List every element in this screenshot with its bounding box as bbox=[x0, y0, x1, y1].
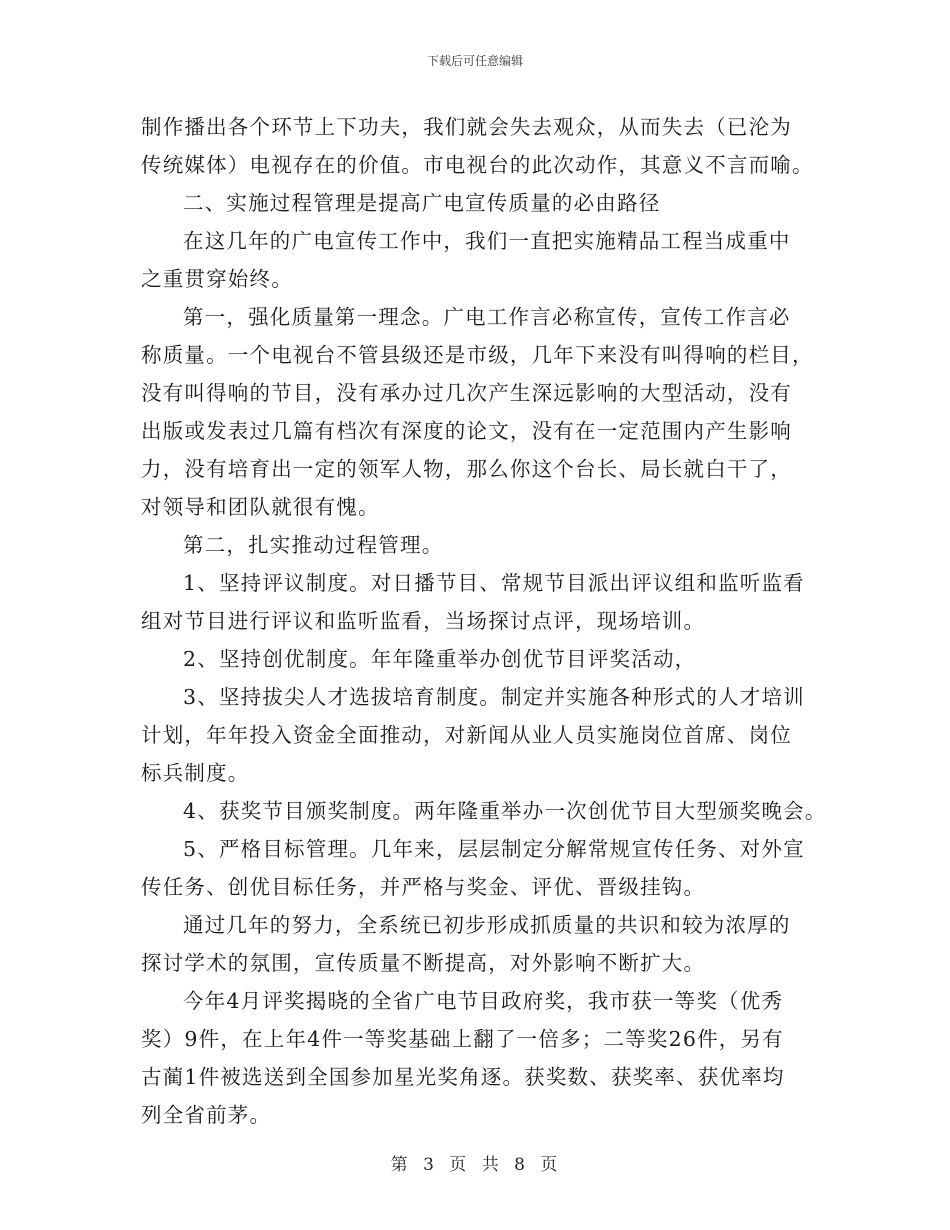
text-line: 对领导和团队就很有愧。 bbox=[141, 495, 380, 519]
text-line: 二、实施过程管理是提高广电宣传质量的必由路径 bbox=[183, 191, 661, 215]
text-line: 之重贯穿始终。 bbox=[141, 267, 293, 291]
text-line: 传任务、创优目标任务，并严格与奖金、评优、晋级挂钩。 bbox=[141, 875, 706, 899]
text-line: 通过几年的努力，全系统已初步形成抓质量的共识和较为浓厚的 bbox=[183, 913, 791, 937]
footer-prefix: 第 bbox=[390, 1155, 410, 1175]
text-line: 3、坚持拔尖人才选拔培育制度。制定并实施各种形式的人才培训 bbox=[183, 685, 805, 709]
text-line: 计划，年年投入资金全面推动，对新闻从业人员实施岗位首席、岗位 bbox=[141, 723, 792, 747]
text-line: 力，没有培育出一定的领军人物，那么你这个台长、局长就白干了， bbox=[141, 457, 792, 481]
text-line: 5、严格目标管理。几年来，层层制定分解常规宣传任务、对外宣 bbox=[183, 837, 805, 861]
page-footer bbox=[0, 1150, 950, 1175]
footer-page-word: 页 bbox=[449, 1155, 469, 1175]
text-line: 古蔺1件被选送到全国参加星光奖角逐。获奖数、获奖率、获优率均 bbox=[141, 1065, 785, 1089]
text-line: 1、坚持评议制度。对日播节目、常规节目派出评议组和监听监看 bbox=[183, 571, 805, 595]
total-page-number: 8 bbox=[514, 1155, 527, 1175]
text-line: 出版或发表过几篇有档次有深度的论文，没有在一定范围内产生影响 bbox=[141, 419, 792, 443]
text-line: 今年4月评奖揭晓的全省广电节目政府奖，我市获一等奖（优秀 bbox=[183, 989, 784, 1013]
document-body bbox=[141, 108, 831, 1134]
text-line: 2、坚持创优制度。年年隆重举办创优节目评奖活动， bbox=[183, 647, 697, 671]
text-line: 在这几年的广电宣传工作中，我们一直把实施精品工程当成重中 bbox=[183, 229, 791, 253]
footer-total-word: 共 bbox=[481, 1155, 501, 1175]
header-note: 下载后可任意编辑 bbox=[426, 54, 523, 68]
current-page-number: 3 bbox=[423, 1155, 436, 1175]
text-line: 标兵制度。 bbox=[141, 761, 250, 785]
text-line: 第二，扎实推动过程管理。 bbox=[183, 533, 444, 557]
footer-suffix: 页 bbox=[540, 1155, 560, 1175]
text-line: 传统媒体）电视存在的价值。市电视台的此次动作，其意义不言而喻。 bbox=[141, 153, 814, 177]
text-line: 探讨学术的氛围，宣传质量不断提高，对外影响不断扩大。 bbox=[141, 951, 706, 975]
text-line: 没有叫得响的节目，没有承办过几次产生深远影响的大型活动，没有 bbox=[141, 381, 792, 405]
text-line: 奖）9件，在上年4件一等奖基础上翻了一倍多；二等奖26件，另有 bbox=[141, 1027, 784, 1051]
text-line: 列全省前茅。 bbox=[141, 1103, 272, 1127]
text-line: 制作播出各个环节上下功夫，我们就会失去观众，从而失去（已沦为 bbox=[141, 115, 792, 139]
text-line: 第一，强化质量第一理念。广电工作言必称宣传，宣传工作言必 bbox=[183, 305, 791, 329]
text-line: 组对节目进行评议和监听监看，当场探讨点评，现场培训。 bbox=[141, 609, 706, 633]
text-line: 4、获奖节目颁奖制度。两年隆重举办一次创优节目大型颁奖晚会。 bbox=[183, 799, 827, 823]
text-line: 称质量。一个电视台不管县级还是市级，几年下来没有叫得响的栏目， bbox=[141, 343, 814, 367]
